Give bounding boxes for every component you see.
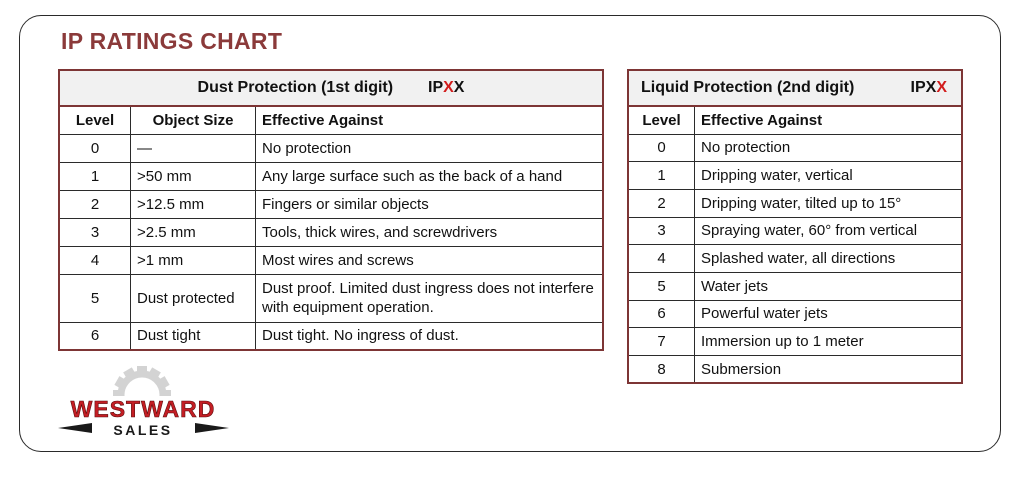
liquid-code: IPXX [910, 79, 947, 96]
level-cell: 5 [628, 272, 695, 300]
object-size-cell: >50 mm [131, 162, 256, 190]
effective-against-cell: No protection [695, 134, 963, 162]
effective-against-cell: No protection [256, 134, 604, 162]
level-cell: 6 [628, 300, 695, 328]
table-row [628, 134, 962, 162]
level-cell: 2 [628, 189, 695, 217]
column-header-effective-against: Effective Against [695, 106, 963, 134]
table-row [59, 134, 603, 162]
effective-against-cell: Most wires and screws [256, 246, 604, 274]
table-row [628, 245, 962, 273]
column-header-effective-against: Effective Against [256, 106, 604, 134]
column-header-object-size: Object Size [131, 106, 256, 134]
table-row [59, 274, 603, 322]
table-row [628, 189, 962, 217]
effective-against-cell: Dust proof. Limited dust ingress does not interfere with equipment operation. [256, 274, 604, 322]
object-size-cell: >2.5 mm [131, 218, 256, 246]
level-cell: 0 [59, 134, 131, 162]
logo-text-sales: SALES [113, 422, 173, 438]
level-cell: 4 [59, 246, 131, 274]
object-size-cell: — [131, 134, 256, 162]
dust-protection-table [58, 69, 604, 351]
table-row [59, 218, 603, 246]
level-cell: 3 [628, 217, 695, 245]
table-row [628, 272, 962, 300]
table-row [628, 300, 962, 328]
table-row [59, 162, 603, 190]
effective-against-cell: Any large surface such as the back of a hand [256, 162, 604, 190]
dust-heading: Dust Protection (1st digit) [197, 79, 394, 96]
dust-code: IPXX [428, 79, 465, 96]
effective-against-cell: Spraying water, 60° from vertical [695, 217, 963, 245]
table-row [628, 217, 962, 245]
level-cell: 3 [59, 218, 131, 246]
effective-against-cell: Tools, thick wires, and screwdrivers [256, 218, 604, 246]
object-size-cell: Dust tight [131, 322, 256, 350]
level-cell: 7 [628, 328, 695, 356]
logo-text-westward: WESTWARD [70, 396, 216, 422]
effective-against-cell: Water jets [695, 272, 963, 300]
westward-sales-logo [56, 366, 231, 441]
effective-against-cell: Dripping water, vertical [695, 162, 963, 190]
level-cell: 1 [628, 162, 695, 190]
dust-table-header [59, 70, 603, 106]
effective-against-cell: Dripping water, tilted up to 15° [695, 189, 963, 217]
table-row [628, 328, 962, 356]
level-cell: 1 [59, 162, 131, 190]
object-size-cell: Dust protected [131, 274, 256, 322]
liquid-heading: Liquid Protection (2nd digit) [641, 79, 855, 96]
object-size-cell: >12.5 mm [131, 190, 256, 218]
dust-column-headers [59, 106, 603, 134]
level-cell: 5 [59, 274, 131, 322]
page-title: IP RATINGS CHART [61, 28, 283, 54]
effective-against-cell: Splashed water, all directions [695, 245, 963, 273]
effective-against-cell: Immersion up to 1 meter [695, 328, 963, 356]
level-cell: 4 [628, 245, 695, 273]
effective-against-cell: Dust tight. No ingress of dust. [256, 322, 604, 350]
liquid-table-header [628, 70, 962, 106]
effective-against-cell: Powerful water jets [695, 300, 963, 328]
table-row [59, 322, 603, 350]
table-row [628, 356, 962, 384]
effective-against-cell: Submersion [695, 356, 963, 384]
liquid-protection-table [627, 69, 963, 384]
liquid-column-headers [628, 106, 962, 134]
effective-against-cell: Fingers or similar objects [256, 190, 604, 218]
column-header-level: Level [59, 106, 131, 134]
table-row [59, 190, 603, 218]
level-cell: 0 [628, 134, 695, 162]
object-size-cell: >1 mm [131, 246, 256, 274]
column-header-level: Level [628, 106, 695, 134]
level-cell: 6 [59, 322, 131, 350]
level-cell: 8 [628, 356, 695, 384]
table-row [59, 246, 603, 274]
level-cell: 2 [59, 190, 131, 218]
table-row [628, 162, 962, 190]
